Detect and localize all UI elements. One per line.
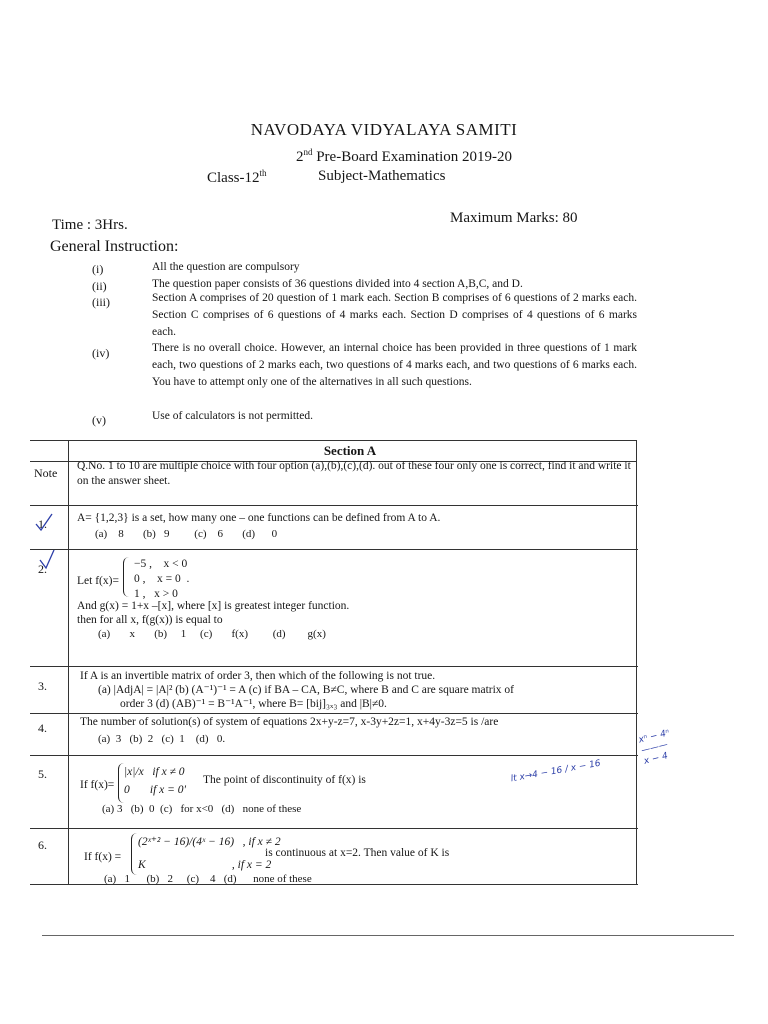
question-text: The point of discontinuity of f(x) is: [203, 774, 366, 786]
case-brace: [123, 557, 130, 597]
table-border: [636, 440, 637, 884]
table-border: [30, 755, 638, 756]
question-number: 6.: [38, 838, 47, 852]
institution-title: NAVODAYA VIDYALAYA SAMITI: [250, 120, 518, 139]
handwritten-note-middle: lt x→4 − 16 / x − 16: [510, 758, 602, 785]
instruction-num: (i): [92, 262, 104, 276]
instruction-num: (ii): [92, 279, 107, 293]
section-title: Section A: [323, 443, 377, 458]
question-text: And g(x) = 1+x –[x], where [x] is greatest integer function.: [77, 600, 350, 612]
max-marks-label: Maximum Marks: 80: [450, 210, 578, 226]
tick-mark-icon: [34, 510, 58, 580]
general-instruction-heading: General Instruction:: [50, 238, 179, 255]
question-number: 2.: [38, 562, 47, 576]
function-lead: If f(x)=: [80, 779, 115, 791]
table-border: [30, 666, 638, 667]
case-line: 1 , x > 0: [134, 588, 178, 600]
instruction-text: All the question are compulsory: [152, 261, 300, 273]
exam-title: [20, 147, 768, 166]
instruction-num: (iii): [92, 295, 110, 309]
table-border: [30, 440, 636, 441]
table-border: [30, 549, 638, 550]
table-border: [30, 828, 638, 829]
question-text: then for all x, f(g(x)) is equal to: [77, 614, 223, 626]
case-line: −5 , x < 0: [134, 558, 188, 570]
function-lead: If f(x) =: [84, 851, 122, 863]
question-text: The number of solution(s) of system of equations 2x+y-z=7, x-3y+2z=1, x+4y-3z=5 is /are: [80, 716, 499, 728]
question-options: (a) 3 (b) 2 (c) 1 (d) 0.: [98, 733, 226, 745]
question-text: If A is an invertible matrix of order 3, then which of the following is not true.: [80, 670, 436, 682]
function-lead: Let f(x)=: [77, 575, 119, 587]
subject-label: Subject-Mathematics: [318, 168, 446, 184]
question-number: 1.: [38, 517, 47, 531]
question-number: 5.: [38, 767, 47, 781]
instruction-text: The question paper consists of 36 questions divided into 4 section A,B,C, and D.: [152, 278, 523, 290]
class-prefix: Class-12: [207, 170, 260, 186]
class-label: [207, 168, 267, 187]
case-line: |x|/x if x ≠ 0: [124, 766, 185, 778]
exam-prefix: 2: [295, 149, 304, 165]
question-text: A= {1,2,3} is a set, how many one – one functions can be defined from A to A.: [77, 512, 441, 524]
question-number: 3.: [38, 679, 47, 693]
case-line: 0 , x = 0 .: [134, 573, 190, 585]
question-options: (a) 1 (b) 2 (c) 4 (d) none of these: [104, 873, 312, 885]
question-options: (a) 3 (b) 0 (c) for x<0 (d) none of these: [102, 803, 302, 815]
class-sup: th: [259, 168, 267, 178]
handwritten-note-right: xⁿ − 4ⁿ ——— x − 4: [637, 728, 671, 767]
exam-sup: nd: [303, 147, 313, 157]
case-line: K , if x = 2: [138, 859, 272, 871]
exam-suffix: Pre-Board Examination 2019-20: [312, 149, 513, 165]
case-line: 0 if x = 0': [124, 784, 186, 796]
instruction-text: Section A comprises of 20 question of 1 mark each. Section B comprises of 6 questions of 2 marks each. Section C comprises of 6 questions of 4 marks each. Section D comprises of 4 questions of 6 marks each.: [152, 292, 637, 338]
instruction-text: There is no overall choice. However, an internal choice has been provided in three questions of 1 mark each, two questions of 2 marks each, two questions of 4 marks each, and two questions of 6 marks each. You have to attempt only one of the alternatives in all such questions.: [152, 342, 637, 388]
question-options: (a) x (b) 1 (c) f(x) (d) g(x): [98, 628, 326, 640]
instruction-text: Use of calculators is not permitted.: [152, 410, 313, 422]
note-label: Note: [34, 466, 58, 480]
bottom-rule: [42, 935, 734, 936]
table-border: [68, 440, 69, 884]
question-options: (a) 8 (b) 9 (c) 6 (d) 0: [95, 528, 278, 540]
case-brace: [131, 833, 137, 875]
question-text: is continuous at x=2. Then value of K is: [265, 847, 450, 859]
note-text: Q.No. 1 to 10 are multiple choice with four option (a),(b),(c),(d). out of these four only one is correct, find it and write it on the answer sheet.: [77, 460, 631, 487]
instruction-num: (v): [92, 413, 106, 427]
question-text: (a) |AdjA| = |A|² (b) (A⁻¹)⁻¹ = A (c) if BA – CA, B≠C, where B and C are square matrix of: [98, 684, 515, 696]
case-line: (2ˣ⁺² − 16)/(4ˣ − 16) , if x ≠ 2: [138, 836, 281, 848]
question-text: order 3 (d) (AB)⁻¹ = B⁻¹A⁻¹, where B= [bij]₃ₓ₃ and |B|≠0.: [120, 698, 387, 710]
instruction-num: (iv): [92, 346, 110, 360]
table-border: [30, 505, 638, 506]
time-label: Time : 3Hrs.: [52, 217, 128, 233]
table-border: [30, 713, 638, 714]
question-number: 4.: [38, 721, 47, 735]
